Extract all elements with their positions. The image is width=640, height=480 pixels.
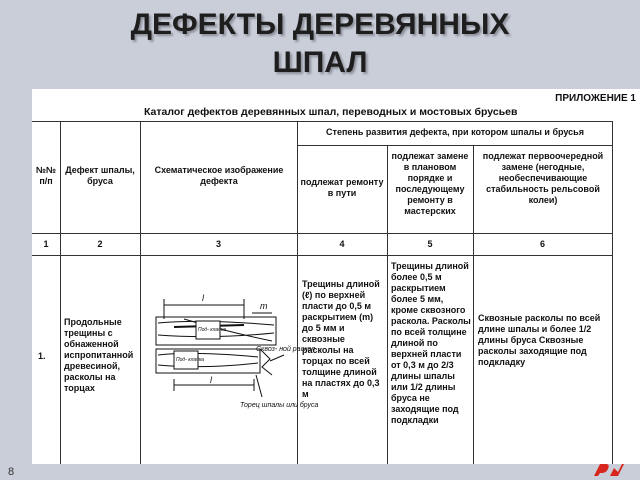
row1-num: 1. (38, 351, 46, 361)
header-col6: подлежат первоочередной замене (негодные, необеспечивающие стабильность рельсовой колеи) (482, 151, 604, 205)
label-l: l (202, 293, 204, 303)
label-pad-bottom: Под- кладка (176, 357, 205, 363)
row1-col6: Сквозные расколы по всей длине шпалы и более 1/2 длины бруса Сквозные расколы заходящие под подкладку (478, 313, 601, 367)
label-split: Сквоз- ной раскол (256, 346, 316, 353)
header-sub-line (297, 145, 612, 146)
leader-line (256, 375, 262, 397)
wood-grain (158, 353, 258, 366)
header-scheme: Схематическое изображение дефекта (154, 165, 284, 186)
defect-schematic (144, 289, 319, 429)
slide-footer (0, 464, 640, 480)
header-num: №№ п/п (35, 165, 57, 186)
page-number: 8 (8, 466, 15, 478)
col-line-6 (612, 121, 613, 464)
colnum-1: 1 (43, 239, 49, 249)
colnum-2: 2 (97, 239, 103, 249)
header-degree: Степень развития дефекта, при котором шпалы и брусья (326, 127, 584, 137)
appendix-label: ПРИЛОЖЕНИЕ 1 (555, 93, 636, 104)
slide-title (0, 6, 640, 82)
slide-title-line2: ШПАЛ (272, 46, 368, 79)
label-l2: l (210, 375, 212, 385)
header-defect: Дефект шпалы, бруса (65, 165, 135, 186)
catalog-document (32, 89, 640, 464)
col-line-3 (297, 121, 298, 464)
colnum-4: 4 (339, 239, 345, 249)
row1-col4: Трещины длиной (ℓ) по верхней пласти до 0,5 м раскрытием (m) до 5 мм и сквозные расколы на торцах по всей толщине длиной на пластях до 0,3 м (302, 279, 380, 399)
row1-col5: Трещины длиной более 0,5 м раскрытием более 5 мм, кроме сквозного раскола. Расколы по всей толщине длиной по верхней пласти от 0,3 м до 2/3 длины шпалы или 1/2 длины бруса не заходящие под подкладки (391, 261, 471, 425)
col-line-1 (60, 121, 61, 464)
leader-line (270, 355, 284, 361)
catalog-title: Каталог дефектов деревянных шпал, переводных и мостовых брусьев (144, 106, 518, 118)
row1-defect: Продольные трещины с обнаженной испропитанной древесиной, расколы на торцах (64, 317, 134, 393)
col-line-5 (473, 145, 474, 464)
header-col5: подлежат замене в плановом порядке и последующему ремонту в мастерских (391, 151, 469, 216)
header-bottom-line (32, 233, 612, 234)
slide-title-line1: ДЕФЕКТЫ ДЕРЕВЯННЫХ (130, 8, 510, 41)
colnum-3: 3 (215, 239, 221, 249)
colnum-bottom-line (32, 255, 612, 256)
col-line-2 (140, 121, 141, 464)
label-pad-top: Под- кладка (198, 327, 227, 333)
header-col4: подлежат ремонту в пути (300, 177, 384, 198)
label-end: Торец шпалы или бруса (240, 402, 319, 409)
table-top-line (32, 121, 612, 122)
colnum-5: 5 (427, 239, 433, 249)
rzd-logo (592, 460, 626, 478)
label-m: m (260, 301, 268, 311)
beam-bottom (156, 349, 260, 373)
colnum-6: 6 (539, 239, 545, 249)
col-line-4 (387, 145, 388, 464)
